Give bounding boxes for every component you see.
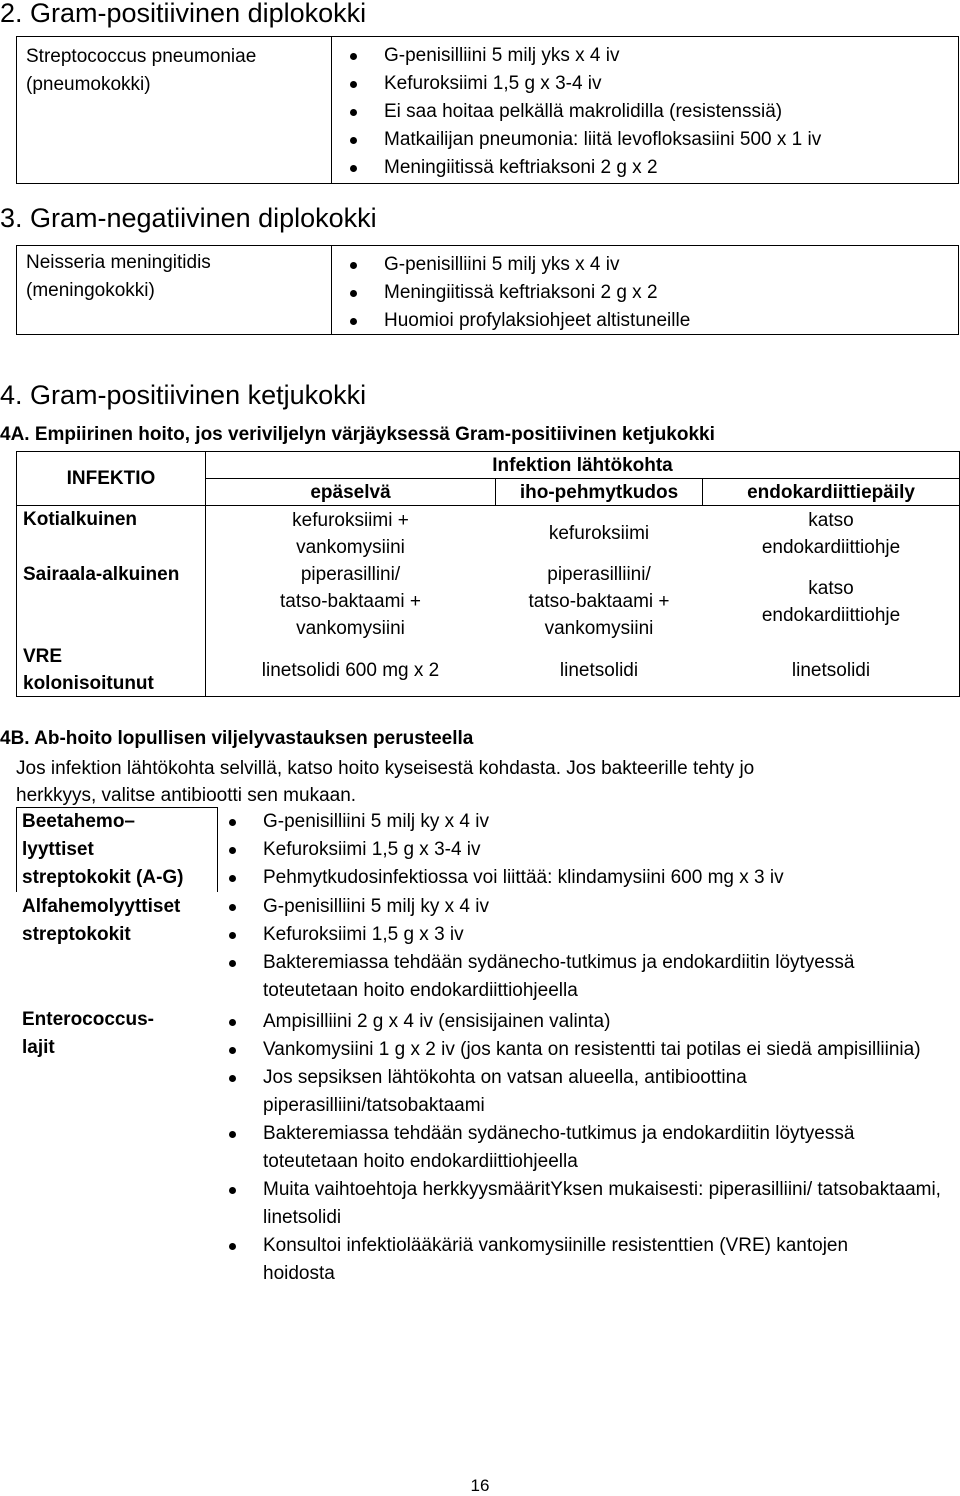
table-cell [495,657,703,684]
cell-line: vankomysiini [296,618,405,639]
group-label-line: lajit [22,1037,55,1058]
row-label-sairaala-alkuinen: Sairaala-alkuinen [23,564,180,585]
list-item: Jos sepsiksen lähtökohta on vatsan alueella, antibioottina piperasilliini/tatsobaktaami [226,1064,903,1120]
list-item: Kefuroksiimi 1,5 g x 3-4 iv [226,836,956,864]
cell-line: katso [808,578,854,599]
intro-line: Jos infektion lähtökohta selvillä, katso hoito kyseisestä kohdasta. Jos bakteerille tehty jo [16,758,755,779]
list-item: Huomioi profylaksiohjeet altistuneille [347,307,690,335]
table-cell [205,507,496,561]
list-item: Bakteremiassa tehdään sydänecho-tutkimus ja endokardiitin löytyessä toteutetaan hoito endokardiittiohjeella [226,949,913,1005]
cell-line: linetsolidi [791,660,871,681]
table-cell [205,561,496,642]
group-label-line: Beetahemo– [22,811,135,832]
header-col-cell [205,478,496,506]
header-infektio: INFEKTIO [66,468,156,489]
cell-line: linetsolidi 600 mg x 2 [261,660,440,681]
treatment-list [347,42,821,182]
treatment-list [347,251,690,335]
group-label-line: Enterococcus- [22,1009,154,1030]
group-label-line: streptokokit [22,924,131,945]
organism-name [26,249,211,305]
page-number: 16 [470,1476,490,1495]
cell-line: vankomysiini [296,537,405,558]
cell-line: piperasillini/ [300,564,401,585]
table-cell [702,657,960,684]
cell-line: linetsolidi [559,660,639,681]
list-item: Kefuroksiimi 1,5 g x 3-4 iv [347,70,821,98]
table-cell [702,575,960,629]
list-item: Muita vaihtoehtoja herkkyysmääritYksen mukaisesti: piperasilliini/ tatsobaktaami, linetsolidi [226,1176,960,1232]
organism-column [17,37,332,183]
row-label-line: kolonisoitunut [23,673,154,694]
organism-column [17,246,332,334]
subsection-4a-heading: 4A. Empiirinen hoito, jos veriviljelyn värjäyksessä Gram-positiivinen ketjukokki [0,424,715,445]
section-3-heading: 3. Gram-negatiivinen diplokokki [0,203,377,233]
list-item: Matkailijan pneumonia: liitä levofloksasiini 500 x 1 iv [347,126,821,154]
section-2-box [16,36,959,184]
header-col-cell [702,478,960,506]
organism-line: Streptococcus pneumoniae [26,46,257,67]
row-label-line: VRE [23,646,63,667]
cell-line: katso [808,510,854,531]
organism-line: Neisseria meningitidis [26,252,211,273]
row-label-kotialkuinen: Kotialkuinen [23,509,138,530]
organism-name [26,43,256,99]
row-label-vre [23,643,154,697]
intro-line: herkkyys, valitse antibiootti sen mukaan. [16,785,357,806]
cell-line: tatso-baktaami + [528,591,670,612]
group-label-line: Alfahemolyyttiset [22,896,181,917]
section-4-heading: 4. Gram-positiivinen ketjukokki [0,380,367,410]
list-item: G-penisilliini 5 milj ky x 4 iv [226,893,956,921]
subsection-4b-heading: 4B. Ab-hoito lopullisen viljelyvastauksen perusteella [0,728,474,749]
header-epaselva: epäselvä [310,482,391,503]
treatment-list [226,1008,956,1288]
treatment-list [226,808,956,892]
cell-line: kefuroksiimi + [292,510,409,531]
header-endokardiittiepaily: endokardiittiepäily [747,482,915,503]
group-label-line: streptokokit (A-G) [22,867,184,888]
list-item: Ei saa hoitaa pelkällä makrolidilla (resistenssiä) [347,98,821,126]
header-col-cell [495,478,703,506]
list-item: G-penisilliini 5 milj yks x 4 iv [347,42,821,70]
table-cell [495,520,703,547]
cell-line: endokardiittiohje [761,537,901,558]
header-lahtokohta: Infektion lähtökohta [492,455,673,476]
group-border [16,807,17,892]
header-iho-pehmytkudos: iho-pehmytkudos [519,482,679,503]
section-3-box [16,245,959,335]
table-cell [205,657,496,684]
group-label-line: lyyttiset [22,839,94,860]
cell-line: endokardiittiohje [761,605,901,626]
organism-line: (pneumokokki) [26,74,151,95]
group-label-beetahemolyyttiset [22,808,184,892]
list-item: Meningiitissä keftriaksoni 2 g x 2 [347,154,821,182]
table-cell [702,507,960,561]
header-group-cell [205,451,960,479]
intro-paragraph [16,755,754,809]
list-item: Bakteremiassa tehdään sydänecho-tutkimus ja endokardiitin löytyessä toteutetaan hoito endokardiittiohjeella [226,1120,913,1176]
list-item: Vankomysiini 1 g x 2 iv (jos kanta on resistentti tai potilas ei siedä ampisilliinia) [226,1036,956,1064]
list-item: Pehmytkudosinfektiossa voi liittää: klindamysiini 600 mg x 3 iv [226,864,956,892]
treatment-list [226,893,956,1005]
section-2-heading: 2. Gram-positiivinen diplokokki [0,0,367,28]
cell-line: piperasilliini/ [547,564,651,585]
cell-line: vankomysiini [544,618,654,639]
list-item: Meningiitissä keftriaksoni 2 g x 2 [347,279,690,307]
cell-line: kefuroksiimi [548,523,650,544]
group-border [217,807,218,892]
cell-line: tatso-baktaami + [280,591,421,612]
table-cell [495,561,703,642]
organism-line: (meningokokki) [26,280,155,301]
list-item: Konsultoi infektiolääkäriä vankomysiinille resistenttien (VRE) kantojen hoidosta [226,1232,923,1288]
list-item: Kefuroksiimi 1,5 g x 3 iv [226,921,956,949]
list-item: G-penisilliini 5 milj ky x 4 iv [226,808,956,836]
group-label-alfahemolyyttiset [22,893,180,949]
group-label-enterococcus [22,1006,154,1062]
header-infektio-cell [16,451,206,506]
list-item: Ampisilliini 2 g x 4 iv (ensisijainen valinta) [226,1008,956,1036]
list-item: G-penisilliini 5 milj yks x 4 iv [347,251,690,279]
